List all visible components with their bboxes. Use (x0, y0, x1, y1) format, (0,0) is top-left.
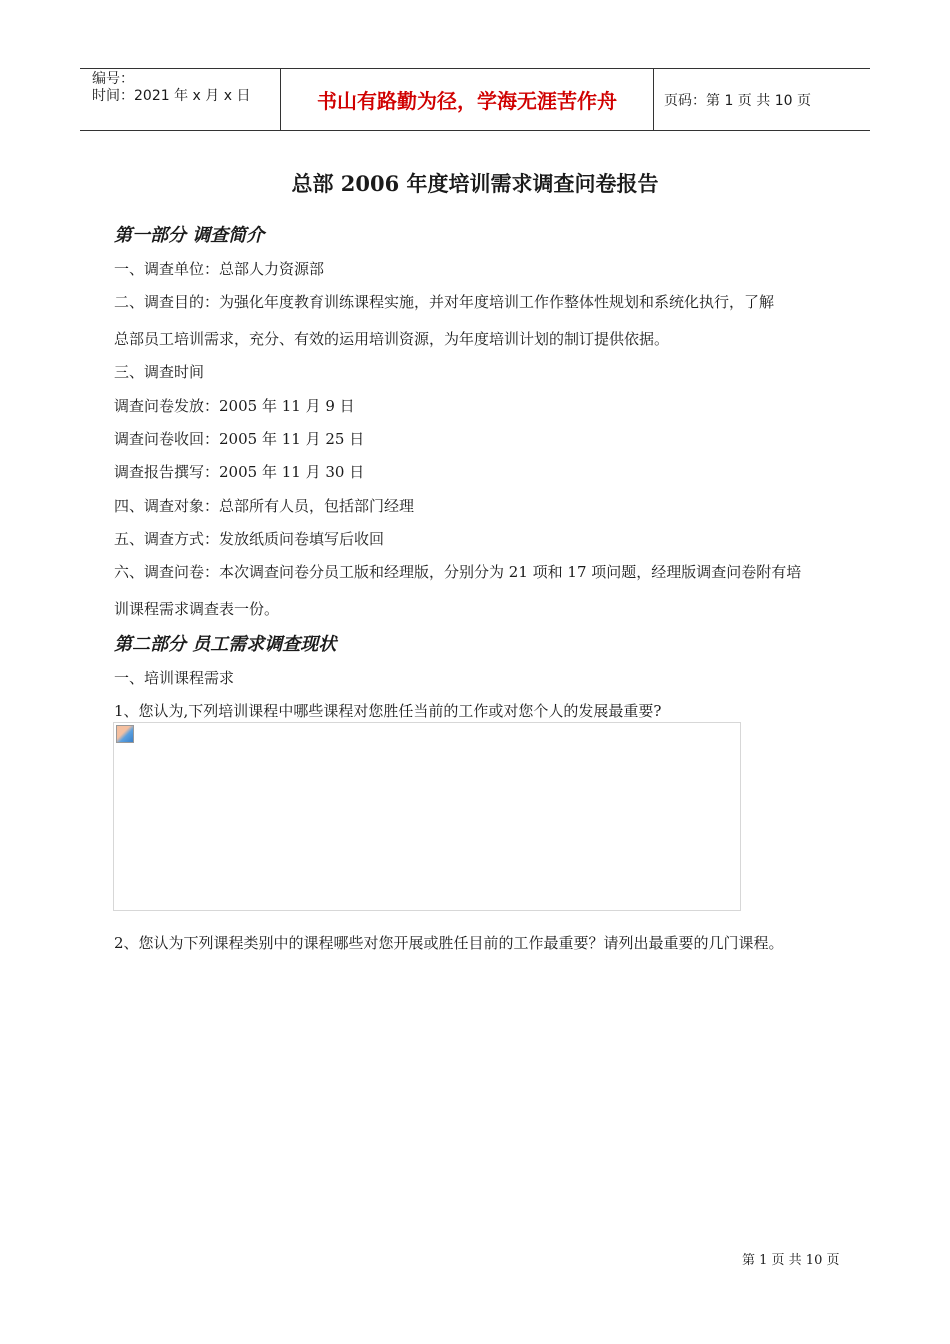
header-motto: 书山有路勤为径，学海无涯苦作舟 (281, 69, 654, 130)
paragraph-line: 总部员工培训需求，充分、有效的运用培训资源，为年度培训计划的制订提供依据。 (114, 330, 670, 348)
header-meta (80, 69, 281, 130)
document-number: 编号： (92, 71, 134, 87)
paragraph-line: 一、调查单位：总部人力资源部 (114, 260, 325, 278)
paragraph-line: 六、调查问卷：本次调查问卷分员工版和经理版，分别分为 21 项和 17 项问题，经理版调查问卷附有培 (114, 563, 802, 581)
paragraph-line: 三、调查时间 (114, 363, 205, 381)
paragraph-line: 五、调查方式：发放纸质问卷填写后收回 (114, 530, 385, 548)
paragraph-line: 二、调查目的：为强化年度教育训练课程实施，并对年度培训工作作整体性规划和系统化执行，了解 (114, 293, 775, 311)
question-1: 1、您认为,下列培训课程中哪些课程对您胜任当前的工作或对您个人的发展最重要? (114, 702, 662, 720)
page-footer: 第 1 页 共 10 页 (742, 1253, 840, 1268)
paragraph-line: 调查问卷发放：2005 年 11 月 9 日 (114, 397, 355, 415)
paragraph-line: 训课程需求调查表一份。 (114, 600, 280, 618)
broken-image-placeholder (113, 722, 741, 911)
document-date: 时间：2021 年 x 月 x 日 (92, 88, 251, 104)
header-page-info: 页码：第 1 页 共 10 页 (664, 92, 811, 109)
part1-heading: 第一部分 调查简介 (114, 225, 265, 246)
header-table (80, 68, 870, 131)
paragraph-line: 调查问卷收回：2005 年 11 月 25 日 (114, 430, 365, 448)
paragraph-line: 调查报告撰写：2005 年 11 月 30 日 (114, 463, 365, 481)
broken-image-icon (116, 725, 134, 743)
document-title: 总部 2006 年度培训需求调查问卷报告 (291, 171, 659, 196)
part2-subheading: 一、培训课程需求 (114, 669, 235, 687)
question-2: 2、您认为下列课程类别中的课程哪些对您开展或胜任目前的工作最重要？请列出最重要的几门课程。 (114, 934, 784, 952)
paragraph-line: 四、调查对象：总部所有人员，包括部门经理 (114, 497, 415, 515)
part2-heading: 第二部分 员工需求调查现状 (114, 634, 337, 655)
